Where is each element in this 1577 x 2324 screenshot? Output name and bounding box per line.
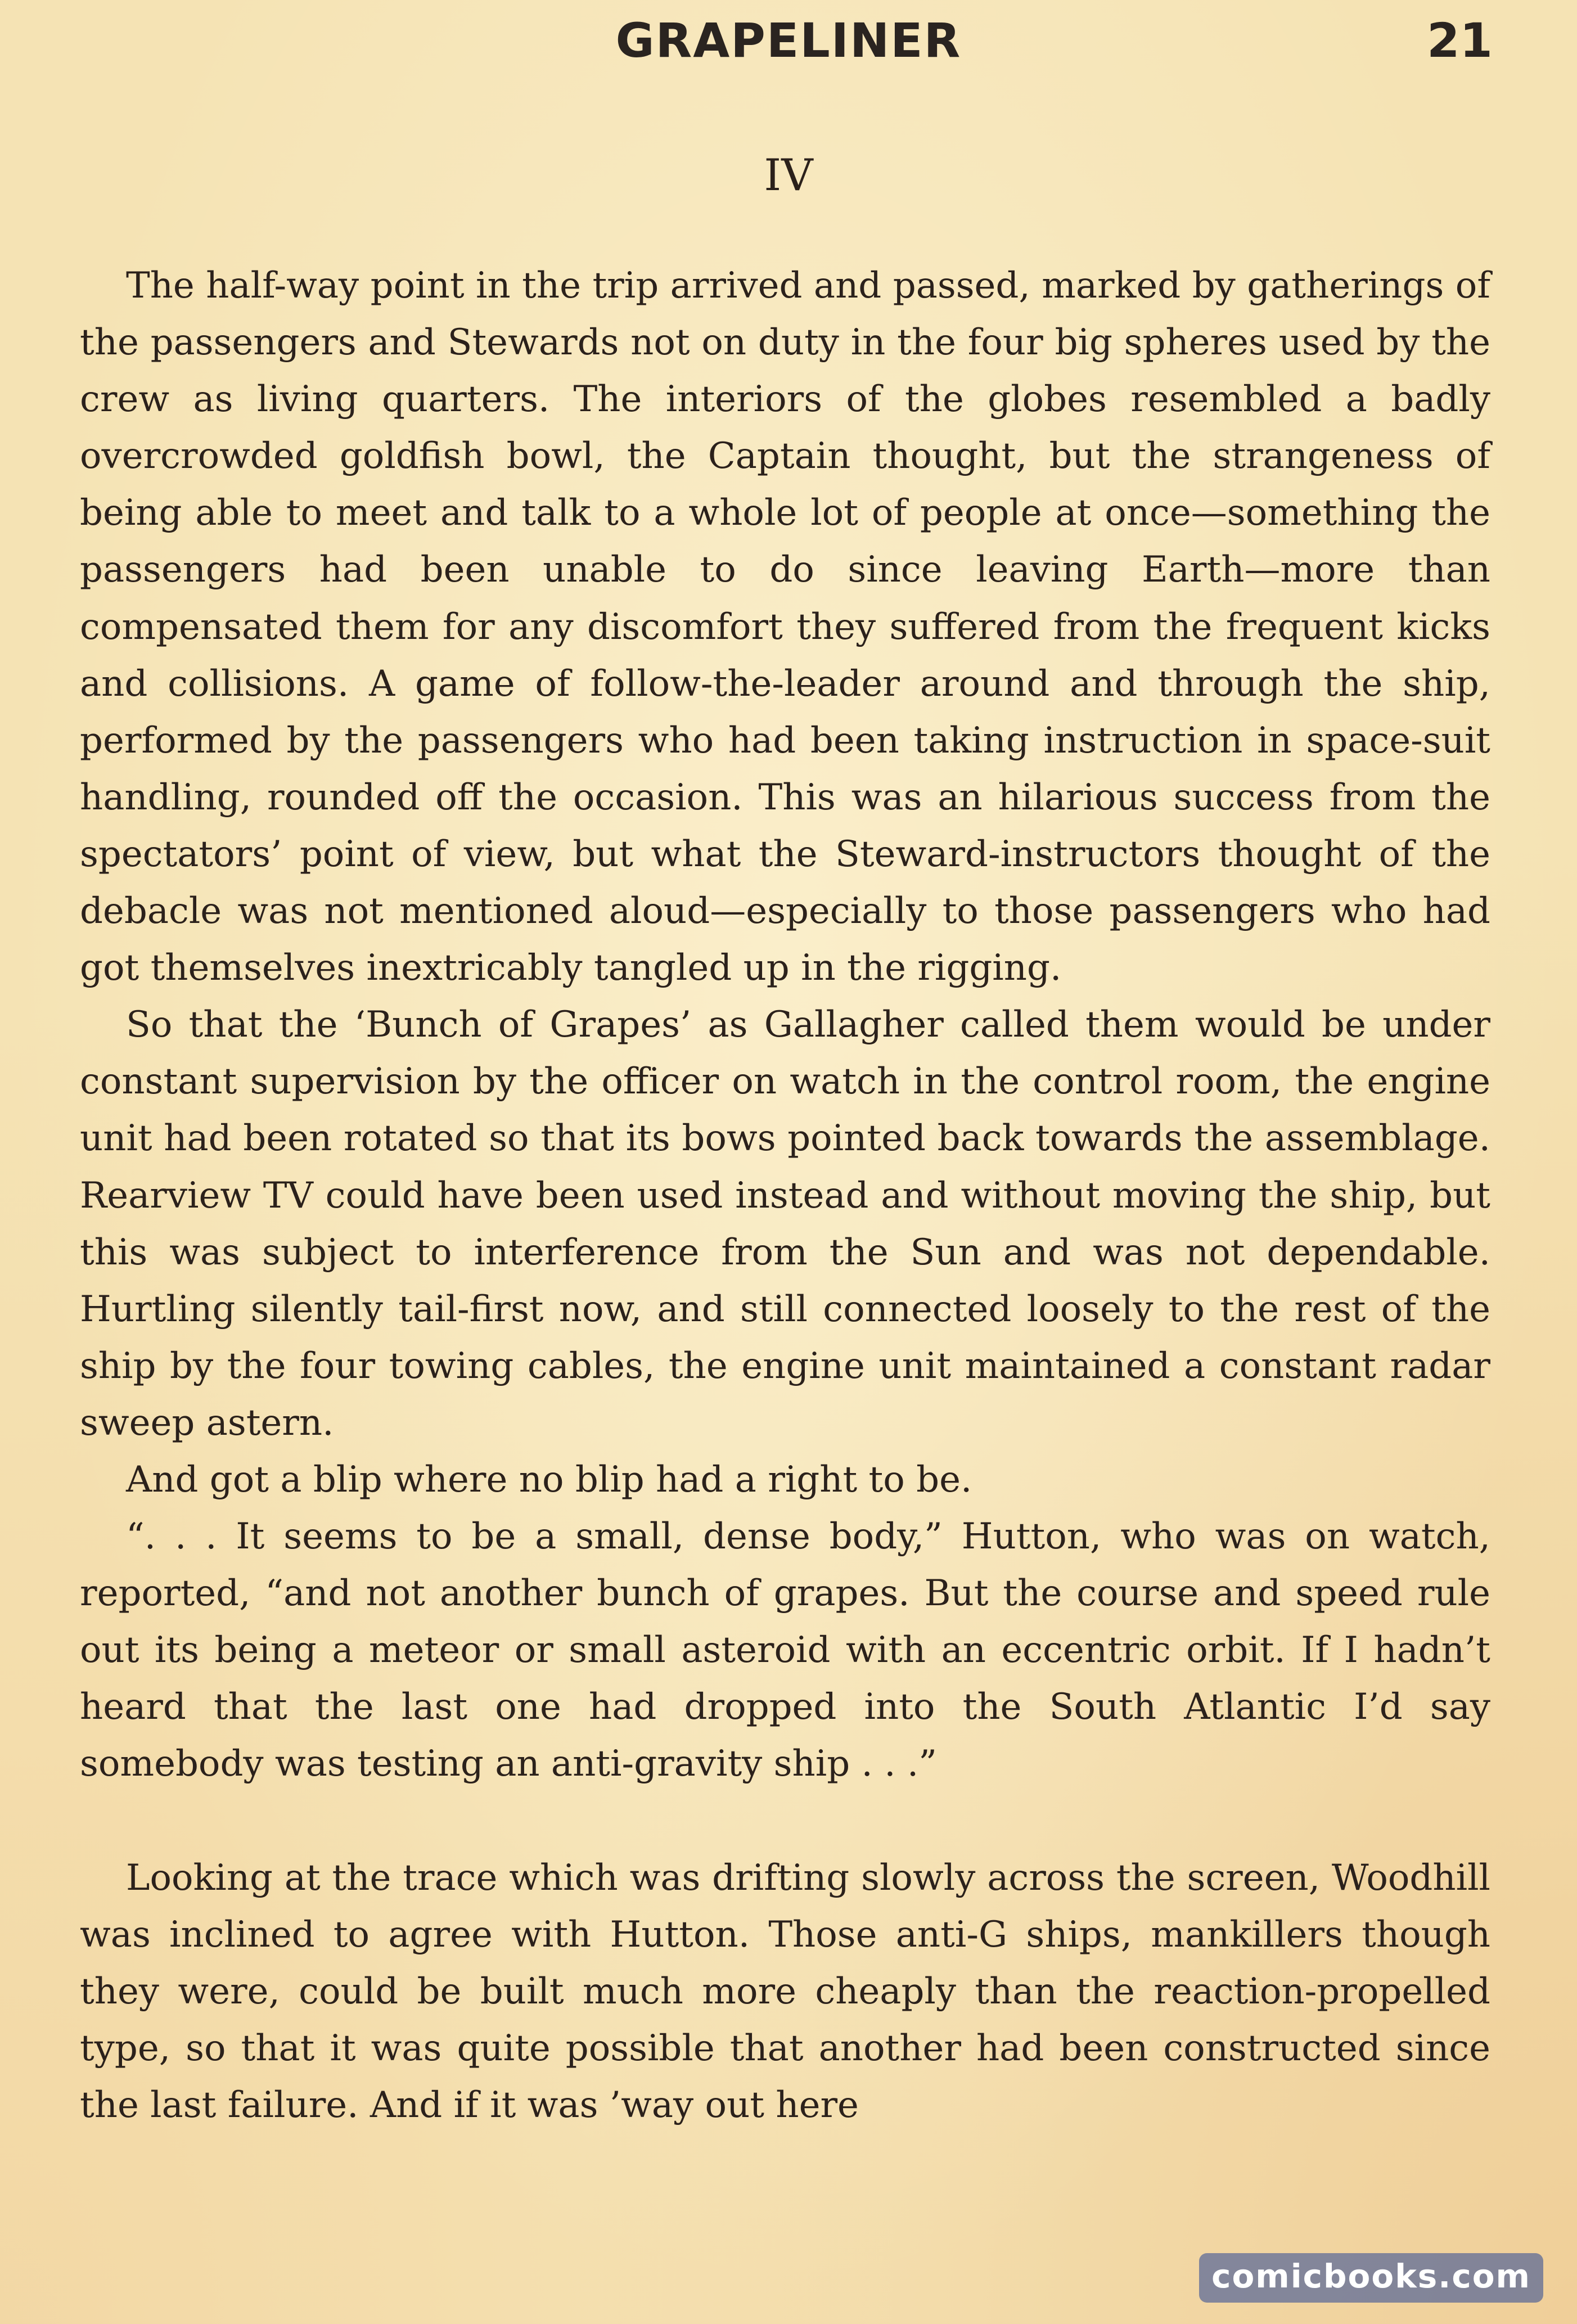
paragraph: The half-way point in the trip arrived and passed, marked by gatherings of the passengers and Stewards not on duty in the four big spheres used by the crew as living quarters. The interiors of the globes resembled a badly overcrowded goldfish bowl, the Captain thought, but the strangeness of being able to meet and talk to a whole lot of people at once—something the passengers had been unable to do since leaving Earth—more than compensated them for any discomfort they suffered from the frequent kicks and collisions. A game of follow-the-leader around and through the ship, performed by the passengers who had been taking instruction in space-suit handling, rounded off the occasion. This was an hilarious success from the spectators’ point of view, but what the Steward-instructors thought of the debacle was not mentioned aloud—especially to those passengers who had got themselves inextricably tangled up in the rigging. [80,265,1490,989]
chapter-heading: IV [764,150,813,201]
body-text [80,258,1490,2134]
site-watermark: comicbooks.com [1199,2253,1543,2303]
paragraph: “. . . It seems to be a small, dense body,” Hutton, who was on watch, reported, “and not another bunch of grapes. But the course and speed rule out its being a meteor or small asteroid with an eccentric orbit. If I hadn’t heard that the last one had dropped into the South Atlantic I’d say somebody was testing an anti-gravity ship . . .” [80,1516,1490,1785]
running-header-title: GRAPELINER [615,13,962,68]
paragraph: So that the ‘Bunch of Grapes’ as Gallagher called them would be under constant supervision by the officer on watch in the control room, the engine unit had been rotated so that its bows pointed back towards the assemblage. Rearview TV could have been used instead and without moving the ship, but this was subject to interference from the Sun and was not dependable. Hurtling silently tail-first now, and still connected loosely to the rest of the ship by the four towing cables, the engine unit maintained a constant radar sweep astern. [80,1004,1490,1444]
paragraph: Looking at the trace which was drifting slowly across the screen, Woodhill was inclined to agree with Hutton. Those anti-G ships, mankillers though they were, could be built much more cheaply than the reaction-propelled type, so that it was quite possible that another had been constructed since the last failure. And if it was ’way out here [80,1857,1490,2126]
paragraph: And got a blip where no blip had a right to be. [126,1458,972,1501]
page-number: 21 [1427,13,1493,68]
